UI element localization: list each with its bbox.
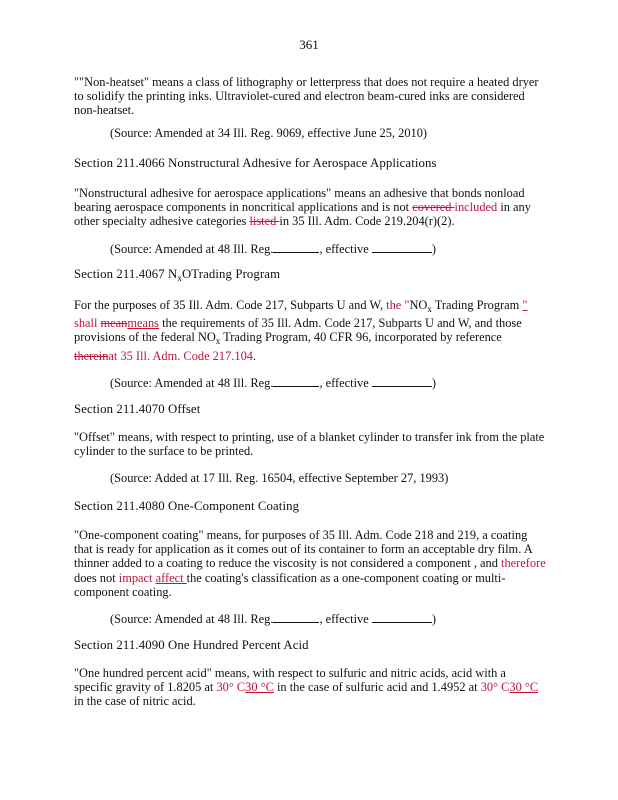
revised-text: impact (118, 570, 156, 585)
text-run: Section 211.4066 Nonstructural Adhesive for Aerospace Applications (74, 156, 437, 170)
blank-line (273, 241, 319, 253)
inserted-text: affect (155, 570, 187, 585)
paragraph (74, 430, 546, 458)
inserted-text: means (127, 316, 159, 331)
text-run: . (252, 348, 257, 363)
text-run: ) (431, 242, 436, 256)
blank-line (372, 375, 432, 387)
inserted-text: 30 °C (509, 680, 539, 695)
text-run: NO (409, 298, 428, 312)
revised-text: 30° C (480, 680, 510, 695)
paragraph (74, 528, 546, 599)
text-run: Trading Program (431, 298, 523, 312)
section-heading (74, 638, 546, 652)
text-run: "One hundred percent acid" means, with respect to sulfuric and nitric acids, acid with a specific gravity of 1.8205 at (74, 666, 506, 695)
source-note (110, 471, 582, 485)
blank-line (372, 241, 432, 253)
text-run: the coating's classification as a one-component coating or multi-component coating. (74, 570, 506, 599)
revised-text: shall (74, 316, 101, 331)
text-run: (Source: Amended at 48 Ill. Reg. (110, 242, 274, 256)
paragraph (74, 75, 546, 118)
text-run: in any other specialty adhesive categories (74, 200, 531, 229)
text-run: Section 211.4070 Offset (74, 402, 201, 416)
text-run: ) (431, 612, 436, 626)
text-run: (Source: Amended at 48 Ill. Reg. (110, 376, 274, 390)
blank-line (273, 611, 319, 623)
subscript: x (215, 336, 221, 347)
text-run: in the case of sulfuric acid and 1.4952 at (273, 680, 481, 695)
section-heading (74, 499, 546, 513)
blank-line (273, 375, 319, 387)
text-run: "Nonstructural adhesive for aerospace applications" means an adhesive that bonds nonload bearing aerospace components in noncritical applications and is not (74, 186, 525, 215)
revised-text: therefore (501, 556, 546, 571)
paragraph (74, 298, 546, 363)
inserted-text: 30 °C (245, 680, 274, 695)
blank-line (372, 611, 432, 623)
text-run: does not (74, 570, 119, 585)
text-run: ) (431, 376, 436, 390)
text-run: , effective (319, 376, 372, 390)
text-run: "Offset" means, with respect to printing, use of a blanket cylinder to transfer ink from the plate cylinder to the surface to be printed. (74, 430, 545, 459)
text-run: Trading Program, 40 CFR 96, incorporated by reference (220, 330, 502, 345)
deleted-text: therein (74, 348, 109, 363)
text-run: the requirements of 35 Ill. Adm. Code 217, Subparts U and W, and those provisions of the federal NO (74, 316, 522, 345)
source-note (110, 375, 582, 390)
revised-text: included (454, 200, 498, 215)
subscript: x (427, 304, 432, 314)
text-run: Section 211.4080 One-Component Coating (74, 499, 300, 513)
deleted-text: listed (249, 214, 280, 229)
inserted-text: " (522, 298, 528, 312)
revised-text: at 35 Ill. Adm. Code 217.104 (108, 348, 253, 363)
text-run: (Source: Amended at 48 Ill. Reg. (110, 612, 274, 626)
section-heading (74, 267, 546, 285)
deleted-text: covered (412, 200, 455, 215)
subscript: x (177, 273, 182, 283)
text-run: , effective (319, 242, 372, 256)
source-note (110, 241, 582, 256)
paragraph (74, 666, 546, 709)
text-run: , effective (319, 612, 372, 626)
text-run: in the case of nitric acid. (74, 694, 196, 709)
paragraph (74, 186, 546, 229)
text-run: Section 211.4067 N (74, 267, 178, 281)
text-run: ""Non-heatset" means a class of lithography or letterpress that does not require a heated dryer to solidify the printing inks. Ultraviolet-cured and electron beam-cured inks are considered non-heatset. (74, 75, 539, 118)
source-note (110, 611, 582, 626)
text-run: OTrading Program (181, 267, 281, 281)
page-number: 361 (299, 37, 319, 52)
source-note (110, 126, 582, 140)
revised-text: the " (386, 298, 410, 312)
revised-text: 30° C (216, 680, 246, 695)
text-run: in 35 Ill. Adm. Code 219.204(r)(2). (279, 214, 455, 229)
text-run: For the purposes of 35 Ill. Adm. Code 217, Subparts U and W, (74, 298, 387, 312)
text-run: Section 211.4090 One Hundred Percent Acid (74, 638, 309, 652)
text-run: "One-component coating" means, for purposes of 35 Ill. Adm. Code 218 and 219, a coating that is ready for application as it comes out of its container to form an acceptable dry film. A thinner added to a coating to reduce the viscosity is not considered a component , and (74, 528, 532, 571)
section-heading (74, 156, 546, 170)
section-heading (74, 402, 546, 416)
text-run: (Source: Amended at 34 Ill. Reg. 9069, effective June 25, 2010) (110, 126, 428, 140)
deleted-text: mean (100, 316, 128, 331)
text-run: (Source: Added at 17 Ill. Reg. 16504, effective September 27, 1993) (110, 471, 449, 485)
